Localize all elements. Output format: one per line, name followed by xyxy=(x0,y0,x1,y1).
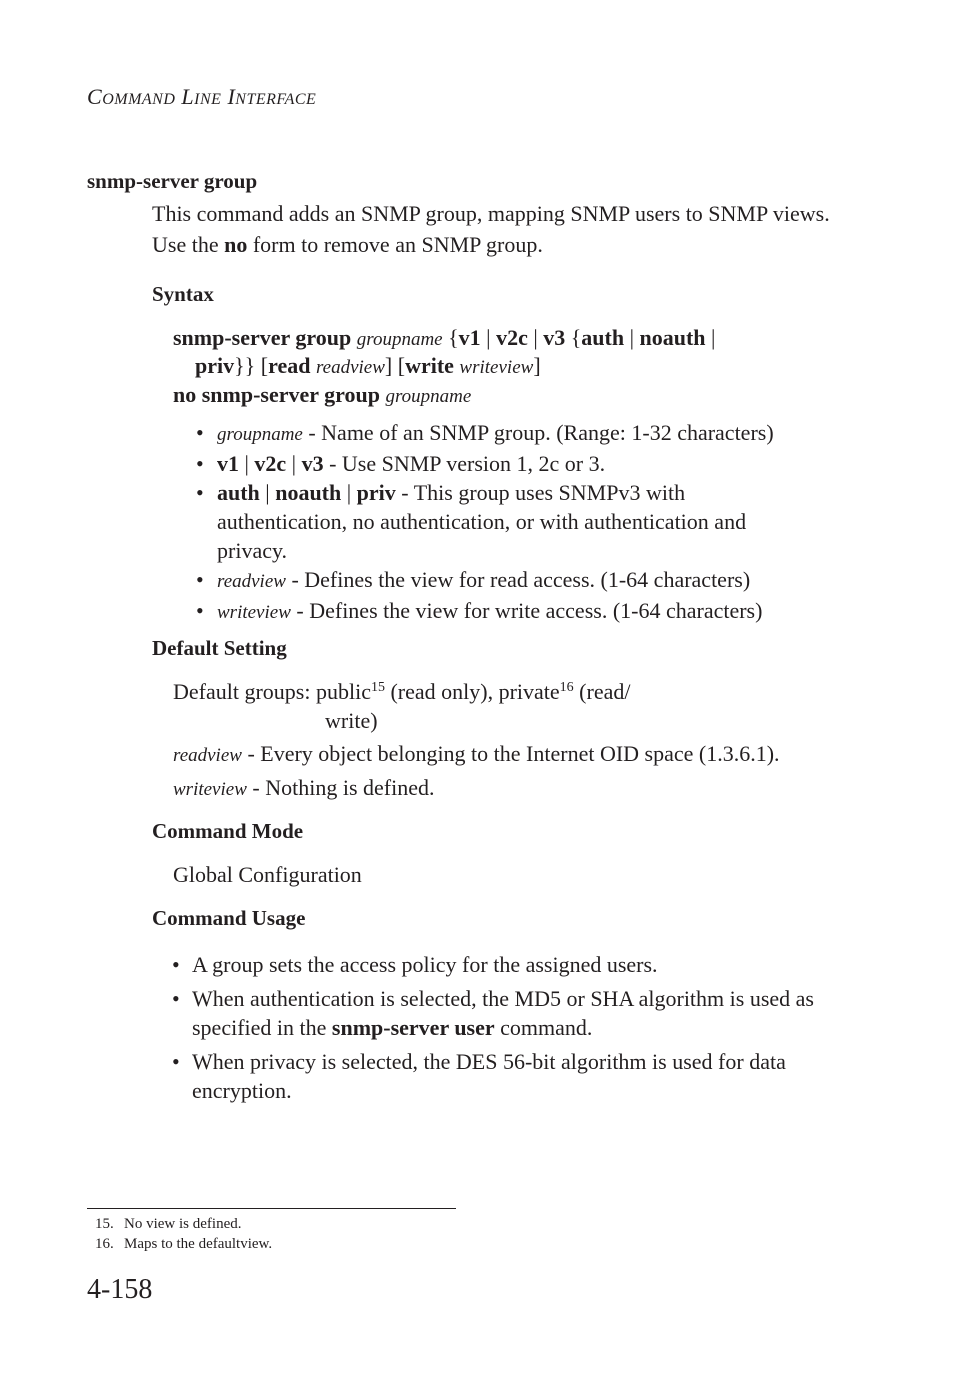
default-text: (read/ xyxy=(573,679,631,704)
syntax-heading: Syntax xyxy=(152,282,214,306)
running-header xyxy=(87,84,316,110)
syntax-keyword: v1 xyxy=(458,325,481,350)
list-item xyxy=(196,565,816,596)
default-groups-line xyxy=(173,679,630,705)
footnote-ref: 16 xyxy=(559,680,574,695)
param-keyword: v3 xyxy=(301,451,324,476)
default-text: Default groups: public xyxy=(173,679,371,704)
footnote-number: 15. xyxy=(95,1216,114,1232)
bullet: • xyxy=(196,598,204,623)
default-text: - Every object belonging to the Internet OID space (1.3.6.1). xyxy=(241,741,780,766)
syntax-keyword: v2c xyxy=(496,325,528,350)
usage-text: When authentication is selected, the MD5 or SHA algorithm is used as specified in the xyxy=(192,986,814,1040)
param-keyword: noauth xyxy=(275,480,342,505)
syntax-keyword: noauth xyxy=(639,325,706,350)
param-keyword: v1 xyxy=(217,451,239,476)
syntax-param: groupname xyxy=(356,329,443,350)
default-readview xyxy=(173,741,780,767)
param-text: - Defines the view for read access. (1-64 characters) xyxy=(285,567,751,592)
param-sep: | xyxy=(341,480,357,505)
list-item xyxy=(196,418,816,449)
usage-text: When privacy is selected, the DES 56-bit algorithm is used for data encryption. xyxy=(192,1049,786,1103)
syntax-punct: ] xyxy=(533,353,541,378)
syntax-command: no snmp-server group xyxy=(173,382,380,407)
command-mode-heading: Command Mode xyxy=(152,819,304,843)
param-keyword: v2c xyxy=(254,451,287,476)
syntax-punct: | xyxy=(527,325,544,350)
header-text: NTERFACE xyxy=(235,91,317,108)
footnote-number: 16. xyxy=(95,1236,114,1252)
syntax-line-3 xyxy=(173,382,471,408)
syntax-punct: { xyxy=(565,325,582,350)
param-sep: | xyxy=(239,451,255,476)
command-description xyxy=(152,198,832,260)
description-text: This command adds an SNMP group, mapping SNMP users to SNMP views. Use the xyxy=(152,201,830,257)
command-mode-text: Global Configuration xyxy=(173,862,362,887)
footnote xyxy=(95,1236,272,1253)
syntax-keyword: priv xyxy=(195,353,235,378)
syntax-punct: ] [ xyxy=(384,353,406,378)
syntax-line-2 xyxy=(195,353,541,379)
page-number: 4-158 xyxy=(87,1274,153,1305)
param-term: readview xyxy=(217,571,286,592)
bullet: • xyxy=(196,451,204,476)
header-text: C xyxy=(87,84,103,109)
list-item xyxy=(172,984,852,1042)
default-text: (read only), private xyxy=(384,679,560,704)
syntax-param: readview xyxy=(315,357,385,378)
syntax-punct: }} [ xyxy=(234,353,269,378)
usage-text: command. xyxy=(494,1015,593,1040)
bullet: • xyxy=(172,1049,180,1074)
list-item xyxy=(196,478,816,565)
param-text: - Use SNMP version 1, 2c or 3. xyxy=(323,451,606,476)
footnote-text: No view is defined. xyxy=(124,1216,242,1232)
syntax-keyword: read xyxy=(268,353,311,378)
bullet: • xyxy=(172,986,180,1011)
param-text: - Defines the view for write access. (1-64 characters) xyxy=(290,598,763,623)
param-sep: | xyxy=(259,480,276,505)
default-term: readview xyxy=(173,745,242,766)
syntax-param: writeview xyxy=(459,357,534,378)
usage-keyword: snmp-server user xyxy=(331,1015,495,1040)
syntax-punct: | xyxy=(624,325,640,350)
parameter-list xyxy=(196,418,816,627)
command-usage-heading: Command Usage xyxy=(152,906,306,930)
param-text: - This group uses SNMPv3 with authentication, no authentication, or with authentication and privacy. xyxy=(217,480,747,563)
footnote-ref: 15 xyxy=(370,680,385,695)
footnote xyxy=(95,1216,241,1233)
param-term: groupname xyxy=(217,424,303,445)
header-text: L xyxy=(181,84,195,109)
list-item xyxy=(196,596,816,627)
param-keyword: auth xyxy=(217,480,260,505)
list-item xyxy=(196,449,816,478)
default-text: - Nothing is defined. xyxy=(246,775,435,800)
bullet: • xyxy=(196,480,204,505)
syntax-keyword: write xyxy=(405,353,454,378)
bullet: • xyxy=(196,567,204,592)
syntax-punct: | xyxy=(480,325,497,350)
syntax-line-1 xyxy=(173,325,715,351)
bullet: • xyxy=(172,952,180,977)
syntax-keyword: auth xyxy=(581,325,625,350)
syntax-command: snmp-server group xyxy=(173,325,352,350)
param-term: writeview xyxy=(217,602,291,623)
header-text: INE xyxy=(194,91,222,108)
header-text: I xyxy=(227,84,236,109)
syntax-param: groupname xyxy=(385,386,472,407)
syntax-punct: | xyxy=(705,325,716,350)
param-sep: | xyxy=(286,451,302,476)
usage-text: A group sets the access policy for the assigned users. xyxy=(192,952,658,977)
param-text: - Name of an SNMP group. (Range: 1-32 characters) xyxy=(302,420,774,445)
param-keyword: priv xyxy=(356,480,396,505)
description-text: form to remove an SNMP group. xyxy=(247,232,543,257)
header-text: OMMAND xyxy=(102,91,176,108)
default-term: writeview xyxy=(173,779,247,800)
default-groups-line-2: write) xyxy=(325,708,378,733)
syntax-punct: { xyxy=(442,325,459,350)
description-keyword: no xyxy=(224,232,248,257)
list-item xyxy=(172,950,852,979)
syntax-keyword: v3 xyxy=(543,325,566,350)
usage-list xyxy=(172,950,852,1110)
command-title: snmp-server group xyxy=(87,169,258,193)
default-writeview xyxy=(173,775,434,801)
footnote-rule xyxy=(87,1208,456,1209)
list-item xyxy=(172,1047,852,1105)
default-setting-heading: Default Setting xyxy=(152,636,287,660)
footnote-text: Maps to the defaultview. xyxy=(124,1236,273,1252)
bullet: • xyxy=(196,420,204,445)
